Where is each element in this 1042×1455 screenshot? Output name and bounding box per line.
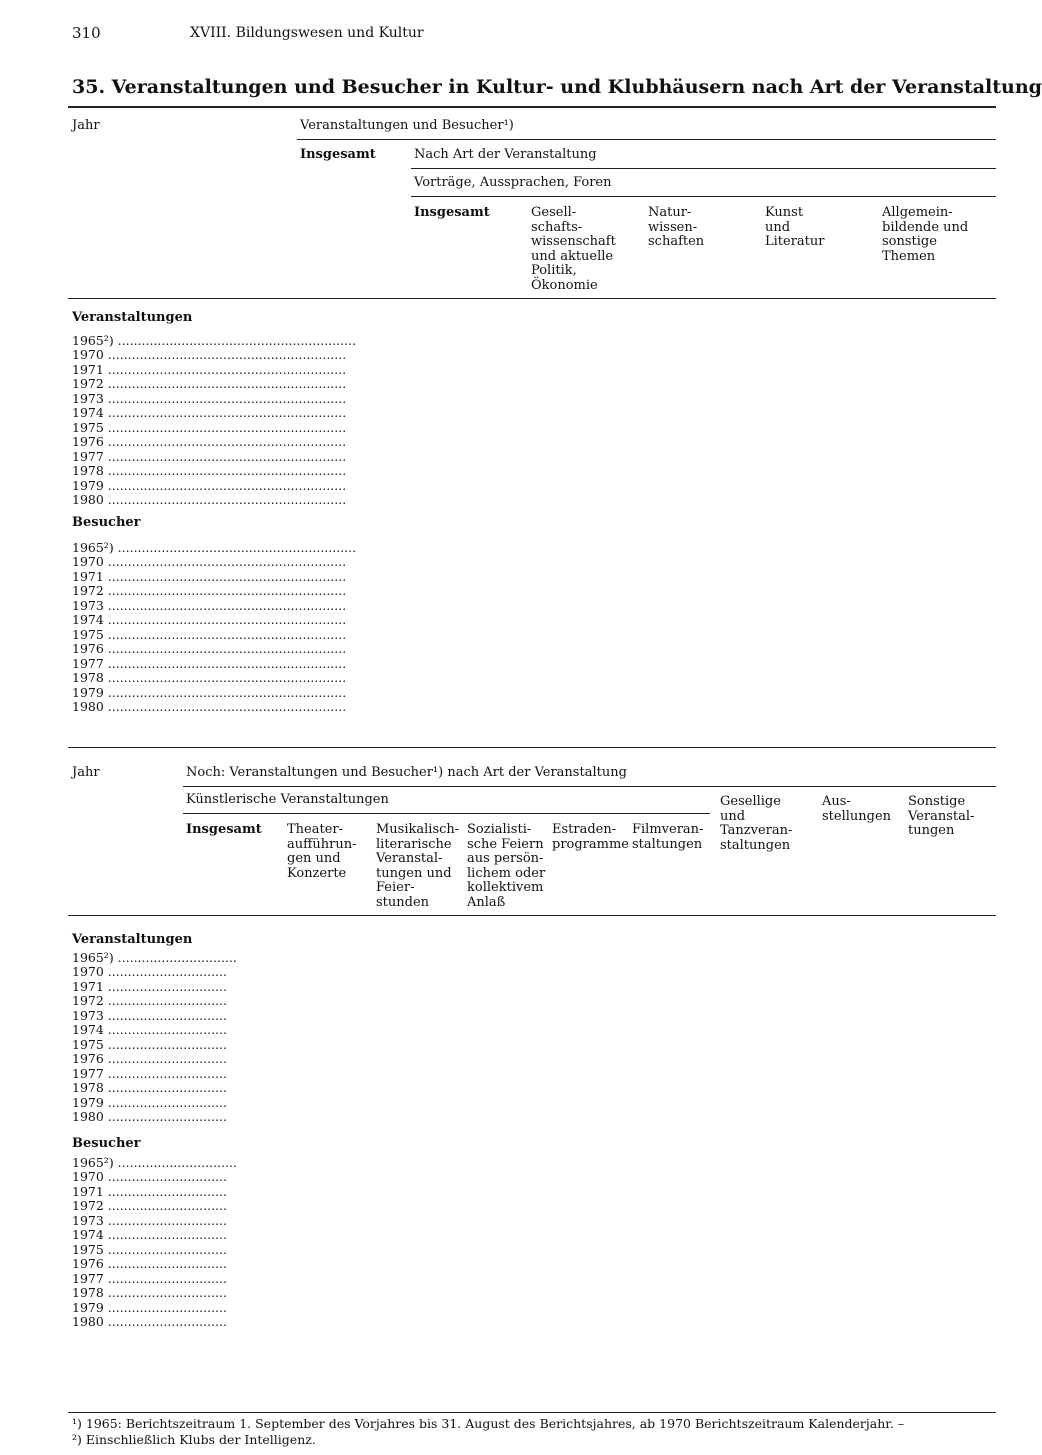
t2-col-header-1-line: Konzerte — [287, 865, 347, 881]
t2-col-header-4-line: programme — [552, 836, 629, 852]
t2-col-header-2-line: literarische — [376, 836, 452, 852]
row-year: 1965²) ............................................................ — [72, 333, 357, 348]
row-year: 1973 .............................. — [72, 1212, 227, 1228]
t2-col-header-3 — [467, 823, 545, 910]
t2-jahr-header: Jahr — [72, 765, 100, 780]
t2-col-header-3-line: sche Feiern — [467, 836, 544, 852]
row-year: 1972 .............................. — [72, 1198, 227, 1214]
t2-col-header-4-line: Estraden- — [552, 822, 617, 837]
row-year: 1976 ............................................................ — [72, 641, 347, 657]
t1-col-header-1-line: Ökonomie — [531, 277, 598, 293]
row-year: 1974 .............................. — [72, 1022, 227, 1038]
row-year: 1973 ............................................................ — [72, 390, 347, 406]
row-year: 1977 .............................. — [72, 1065, 227, 1081]
row-year: 1970 ............................................................ — [72, 347, 347, 363]
row-year: 1971 .............................. — [72, 1183, 227, 1199]
row-year: 1980 .............................. — [72, 1313, 227, 1329]
t2-col-header-7-line: Aus- — [822, 794, 851, 809]
row-year: 1970 .............................. — [72, 1169, 227, 1185]
t2-col-header-3-line: Anlaß — [467, 894, 506, 910]
row-year: 1980 ............................................................ — [72, 698, 347, 714]
footnote-2: ²) Einschließlich Klubs der Intelligenz. — [72, 1432, 316, 1447]
row-year: 1971 .............................. — [72, 978, 227, 994]
row-year: 1979 .............................. — [72, 1094, 227, 1110]
t2-col-header-0 — [186, 823, 262, 838]
table-title: 35. Veranstaltungen und Besucher in Kultur- und Klubhäusern nach Art der Veranstaltung — [72, 76, 1042, 98]
t1-col-header-2-line: wissen- — [648, 219, 698, 235]
t2-col-header-2-line: Feier- — [376, 880, 415, 895]
t1-rule-2 — [411, 168, 996, 169]
t2-col-header-3-line: kollektivem — [467, 880, 544, 895]
row-year: 1971 ............................................................ — [72, 361, 347, 377]
row-year: 1974 .............................. — [72, 1227, 227, 1243]
row-year: 1970 ............................................................ — [72, 554, 347, 570]
row-year: 1978 ............................................................ — [72, 670, 347, 686]
t1-col-header-4-line: sonstige — [882, 234, 937, 249]
t2-col-header-2-line: tungen und — [376, 865, 452, 881]
t2-col-header-1-line: aufführun- — [287, 836, 357, 852]
t1-rule-1 — [297, 139, 996, 140]
t1-insgesamt-header: Insgesamt — [300, 147, 376, 162]
t2-top-rule — [68, 747, 996, 748]
t2-col-header-3-line: aus persön- — [467, 851, 544, 866]
t1-col-header-3 — [765, 206, 824, 250]
row-year: 1979 ............................................................ — [72, 684, 347, 700]
t2-col-header-6 — [720, 795, 792, 853]
footnote-rule — [68, 1412, 996, 1413]
t1-nach-art-header: Nach Art der Veranstaltung — [414, 147, 597, 162]
t1-col-header-0 — [414, 206, 490, 221]
row-year: 1974 ............................................................ — [72, 612, 347, 628]
t2-col-header-5-line: staltungen — [632, 836, 703, 852]
row-year: 1965²) ............................................................ — [72, 540, 357, 555]
row-year: 1977 ............................................................ — [72, 448, 347, 464]
t2-group-header: Noch: Veranstaltungen und Besucher¹) nach Art der Veranstaltung — [186, 765, 627, 780]
row-year: 1976 .............................. — [72, 1256, 227, 1272]
row-year: 1965²) .............................. — [72, 1155, 237, 1170]
row-year: 1980 .............................. — [72, 1108, 227, 1124]
t1-vortraege-header: Vorträge, Aussprachen, Foren — [414, 175, 612, 190]
row-year: 1976 .............................. — [72, 1051, 227, 1067]
t2-col-header-1-line: gen und — [287, 851, 341, 866]
row-year: 1970 .............................. — [72, 964, 227, 980]
row-year: 1973 .............................. — [72, 1007, 227, 1023]
t2-col-header-8-line: Veranstal- — [908, 808, 975, 824]
row-year: 1972 ............................................................ — [72, 376, 347, 392]
t1-col-header-4-line: bildende und — [882, 219, 969, 235]
t2-header-bottom-rule — [68, 915, 996, 916]
t2-section-label: Besucher — [72, 1136, 141, 1151]
t2-col-header-6-line: Gesellige — [720, 794, 781, 809]
t2-rule-2 — [183, 813, 710, 814]
row-year: 1975 .............................. — [72, 1241, 227, 1257]
t1-section-label: Besucher — [72, 515, 141, 530]
t1-col-header-1-line: Politik, — [531, 263, 577, 278]
row-year: 1972 .............................. — [72, 993, 227, 1009]
t2-col-header-2-line: Veranstal- — [376, 851, 443, 866]
t1-col-header-1-line: schafts- — [531, 219, 583, 235]
page-number: 310 — [72, 24, 101, 42]
row-year: 1971 ............................................................ — [72, 568, 347, 584]
t1-col-header-3-line: Kunst — [765, 205, 804, 220]
row-year: 1977 .............................. — [72, 1270, 227, 1286]
row-year: 1975 .............................. — [72, 1036, 227, 1052]
t2-col-header-6-line: und — [720, 808, 746, 824]
row-year: 1973 ............................................................ — [72, 597, 347, 613]
t1-col-header-3-line: und — [765, 219, 791, 235]
row-year: 1978 ............................................................ — [72, 463, 347, 479]
t2-col-header-0-line: Insgesamt — [186, 822, 262, 837]
section-title: XVIII. Bildungswesen und Kultur — [190, 25, 424, 41]
t1-col-header-1 — [531, 206, 616, 293]
t2-col-header-8 — [908, 795, 974, 839]
t1-col-header-4 — [882, 206, 968, 264]
t1-section-label: Veranstaltungen — [72, 310, 193, 325]
t2-col-header-1 — [287, 823, 356, 881]
t2-col-header-2-line: Musikalisch- — [376, 822, 460, 837]
t2-col-header-1-line: Theater- — [287, 822, 344, 837]
row-year: 1978 .............................. — [72, 1080, 227, 1096]
title-rule — [68, 106, 996, 108]
row-year: 1977 ............................................................ — [72, 655, 347, 671]
t1-col-header-4-line: Allgemein- — [882, 205, 953, 220]
t1-col-header-1-line: und aktuelle — [531, 248, 614, 264]
t1-col-header-2-line: Natur- — [648, 205, 692, 220]
t2-col-header-3-line: Sozialisti- — [467, 822, 532, 837]
t2-col-header-7-line: stellungen — [822, 808, 892, 824]
t1-col-header-3-line: Literatur — [765, 234, 825, 249]
row-year: 1978 .............................. — [72, 1285, 227, 1301]
t2-col-header-4 — [552, 823, 629, 852]
t2-col-header-6-line: Tanzveran- — [720, 823, 793, 838]
t2-kuenstlerische-header: Künstlerische Veranstaltungen — [186, 792, 389, 807]
row-year: 1965²) .............................. — [72, 950, 237, 965]
row-year: 1975 ............................................................ — [72, 626, 347, 642]
t1-header-bottom-rule — [68, 298, 996, 299]
row-year: 1976 ............................................................ — [72, 434, 347, 450]
t1-col-header-1-line: wissenschaft — [531, 234, 616, 249]
row-year: 1979 ............................................................ — [72, 477, 347, 493]
t2-col-header-6-line: staltungen — [720, 837, 791, 853]
t2-section-label: Veranstaltungen — [72, 932, 193, 947]
t1-col-header-1-line: Gesell- — [531, 205, 577, 220]
t2-rule-1 — [183, 786, 996, 787]
t2-col-header-8-line: tungen — [908, 823, 955, 838]
t2-col-header-5 — [632, 823, 703, 852]
t2-col-header-8-line: Sonstige — [908, 794, 966, 809]
t1-jahr-header: Jahr — [72, 118, 100, 133]
row-year: 1975 ............................................................ — [72, 419, 347, 435]
t2-col-header-2 — [376, 823, 459, 910]
t1-group-header: Veranstaltungen und Besucher¹) — [300, 118, 514, 133]
t1-col-header-2 — [648, 206, 704, 250]
row-year: 1972 ............................................................ — [72, 583, 347, 599]
t1-col-header-4-line: Themen — [882, 248, 936, 264]
row-year: 1979 .............................. — [72, 1299, 227, 1315]
t2-col-header-3-line: lichem oder — [467, 865, 546, 881]
t2-col-header-7 — [822, 795, 891, 824]
t2-col-header-5-line: Filmveran- — [632, 822, 704, 837]
t1-col-header-0-line: Insgesamt — [414, 205, 490, 220]
t1-rule-3 — [411, 196, 996, 197]
footnote-1: ¹) 1965: Berichtszeitraum 1. September des Vorjahres bis 31. August des Berichtsjahres, ab 1970 Berichtszeitraum Kalenderjahr. – — [72, 1416, 905, 1431]
t2-col-header-2-line: stunden — [376, 894, 430, 910]
row-year: 1974 ............................................................ — [72, 405, 347, 421]
row-year: 1980 ............................................................ — [72, 491, 347, 507]
t1-col-header-2-line: schaften — [648, 234, 705, 249]
